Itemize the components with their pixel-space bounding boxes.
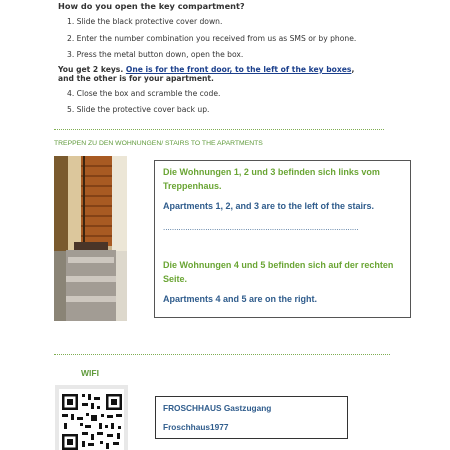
info-separator: ........................................................................................	[163, 223, 359, 232]
wifi-credentials-box	[155, 396, 348, 439]
qr-code-drawing	[55, 385, 128, 450]
stairs-info-box	[154, 160, 411, 318]
staircase-photo-drawing	[54, 156, 127, 321]
section-divider-bottom	[54, 354, 390, 355]
english-left-text: Apartments 1, 2, and 3 are to the left of the stairs.	[163, 201, 375, 211]
german-left-text: Die Wohnungen 1, 2 und 3 befinden sich links vom Treppenhaus.	[163, 167, 380, 191]
step-5: 5. Slide the protective cover back up.	[67, 105, 210, 114]
keys-info-prefix: You get 2 keys.	[58, 65, 126, 74]
english-right-text: Apartments 4 and 5 are on the right.	[163, 294, 318, 304]
wifi-label: WIFI	[81, 368, 99, 378]
step-1: 1. Slide the black protective cover down.	[67, 17, 223, 26]
keys-info-line	[58, 65, 354, 74]
wifi-network-name: FROSCHHAUS Gastzugang	[163, 403, 272, 413]
keys-info-line-2: and the other is for your apartment.	[58, 74, 214, 83]
keys-info-suffix: ,	[351, 65, 355, 74]
step-4: 4. Close the box and scramble the code.	[67, 89, 221, 98]
step-2: 2. Enter the number combination you received from us as SMS or by phone.	[67, 34, 357, 43]
qr-code-icon	[55, 385, 128, 450]
section-divider-top	[54, 129, 384, 130]
keys-info-front-door: One is for the front door, to the left of the key boxes	[125, 65, 352, 74]
german-right-text: Die Wohnungen 4 und 5 befinden sich auf der rechten Seite.	[163, 260, 394, 284]
stairs-section-title: TREPPEN ZU DEN WOHNUNGEN/ STAIRS TO THE APARTMENTS	[54, 140, 263, 147]
step-3: 3. Press the metal button down, open the box.	[67, 50, 244, 59]
staircase-photo	[54, 156, 127, 321]
wifi-password: Froschhaus1977	[163, 422, 229, 432]
key-compartment-question: How do you open the key compartment?	[58, 1, 245, 11]
